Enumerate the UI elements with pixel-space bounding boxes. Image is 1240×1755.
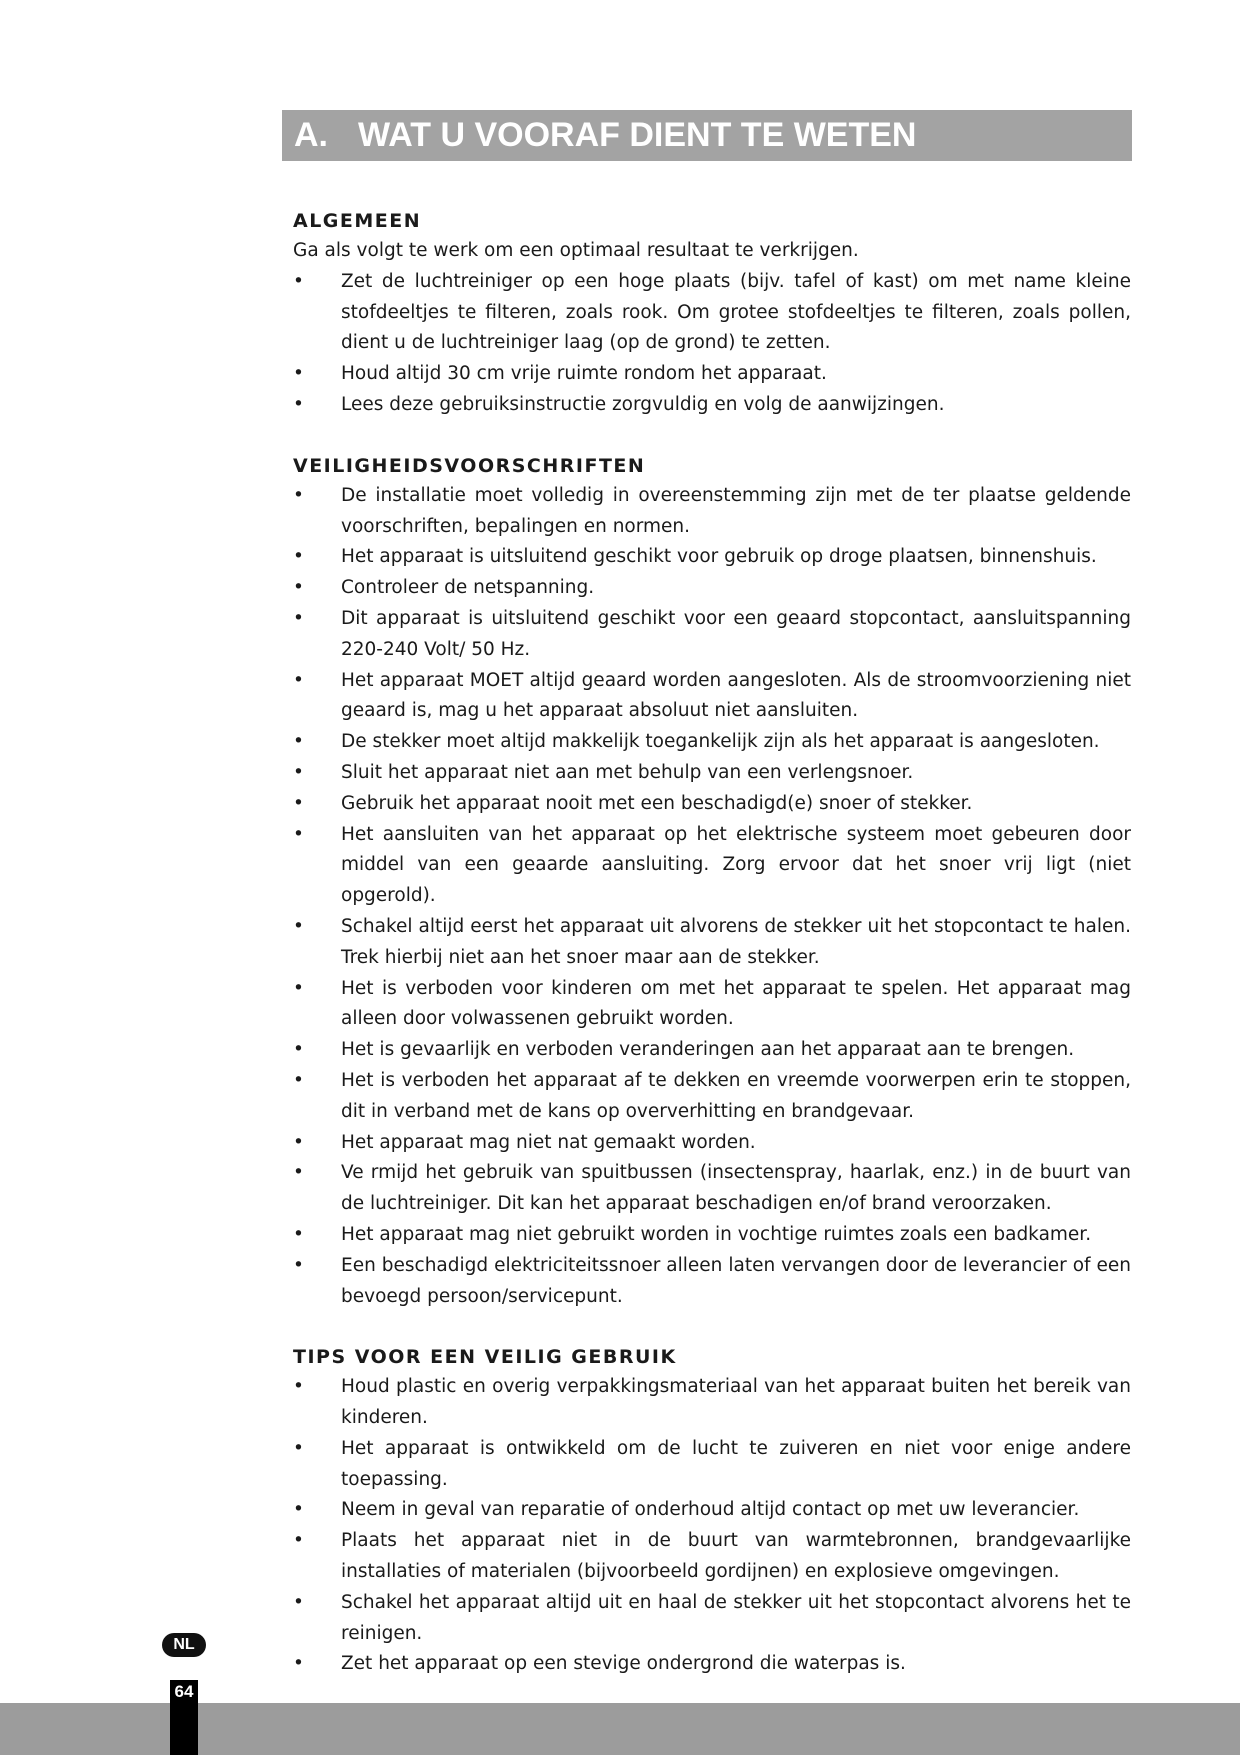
bullet-icon: • [293,1499,304,1521]
section-veiligheidsvoorschriften [293,451,1131,1313]
list-item: • Het apparaat mag niet nat gemaakt worden. [293,1128,1131,1159]
bullet-icon: • [293,363,304,385]
list-item: • De installatie moet volledig in overeenstemming zijn met de ter plaatse geldende voorschriften, bepalingen en normen. [293,481,1131,543]
section-header [282,110,1132,161]
bullet-list [293,1372,1131,1680]
list-item: • Schakel altijd eerst het apparaat uit alvorens de stekker uit het stopcontact te halen. Trek hierbij niet aan het snoer maar aan de stekker. [293,912,1131,974]
page-title: WAT U VOORAF DIENT TE WETEN [358,116,917,154]
bullet-icon: • [293,731,304,753]
list-item: • Controleer de netspanning. [293,573,1131,604]
bullet-icon: • [293,1131,304,1153]
bullet-icon: • [293,393,304,415]
section-letter: A. [294,116,328,154]
list-item: • De stekker moet altijd makkelijk toegankelijk zijn als het apparaat is aangesloten. [293,727,1131,758]
bullet-icon: • [293,546,304,568]
bullet-icon: • [293,1437,304,1459]
list-item: • Het is verboden het apparaat af te dekken en vreemde voorwerpen erin te stoppen, dit in verband met de kans op oververhitting en brandgevaar. [293,1066,1131,1128]
bullet-icon: • [293,915,304,937]
section-title: ALGEMEEN [293,210,422,232]
language-badge: NL [162,1633,206,1657]
bullet-list [293,267,1131,421]
bullet-list [293,481,1131,1313]
bullet-icon: • [293,607,304,629]
list-item: • Het aansluiten van het apparaat op het elektrische systeem moet gebeuren door middel van een geaarde aansluiting. Zorg ervoor dat het snoer vrij ligt (niet opgerold). [293,820,1131,912]
list-item: • Het apparaat MOET altijd geaard worden aangesloten. Als de stroomvoorziening niet geaard is, mag u het apparaat absoluut niet aansluiten. [293,666,1131,728]
list-item: • Schakel het apparaat altijd uit en haal de stekker uit het stopcontact alvorens het te reinigen. [293,1588,1131,1650]
document-body [293,206,1131,1710]
bullet-icon: • [293,1376,304,1398]
list-item: • Het apparaat is ontwikkeld om de lucht te zuiveren en niet voor enige andere toepassing. [293,1434,1131,1496]
list-item: • Het is gevaarlijk en verboden veranderingen aan het apparaat aan te brengen. [293,1035,1131,1066]
list-item: • Lees deze gebruiksinstructie zorgvuldig en volg de aanwijzingen. [293,390,1131,421]
list-item: • Houd plastic en overig verpakkingsmateriaal van het apparaat buiten het bereik van kinderen. [293,1372,1131,1434]
list-item: • Sluit het apparaat niet aan met behulp van een verlengsnoer. [293,758,1131,789]
bullet-icon: • [293,1069,304,1091]
section-tips [293,1342,1131,1680]
bullet-icon: • [293,1223,304,1245]
bullet-icon: • [293,577,304,599]
list-item: • Zet het apparaat op een stevige ondergrond die waterpas is. [293,1649,1131,1680]
section-intro: Ga als volgt te werk om een optimaal resultaat te verkrijgen. [293,240,859,261]
list-item: • Het apparaat is uitsluitend geschikt voor gebruik op droge plaatsen, binnenshuis. [293,542,1131,573]
bullet-icon: • [293,484,304,506]
bullet-icon: • [293,761,304,783]
bullet-icon: • [293,1254,304,1276]
list-item: • Gebruik het apparaat nooit met een beschadigd(e) snoer of stekker. [293,789,1131,820]
list-item: • Dit apparaat is uitsluitend geschikt voor een geaard stopcontact, aansluitspanning 220-240 Volt/ 50 Hz. [293,604,1131,666]
bullet-icon: • [293,1162,304,1184]
section-algemeen [293,206,1131,421]
list-item: • Een beschadigd elektriciteitssnoer alleen laten vervangen door de leverancier of een bevoegd persoon/servicepunt. [293,1251,1131,1313]
bullet-icon: • [293,977,304,999]
list-item: • Houd altijd 30 cm vrije ruimte rondom het apparaat. [293,359,1131,390]
list-item: • Plaats het apparaat niet in de buurt van warmtebronnen, brandgevaarlijke installaties of materialen (bijvoorbeeld gordijnen) en explosieve omgevingen. [293,1526,1131,1588]
list-item: • Het is verboden voor kinderen om met het apparaat te spelen. Het apparaat mag alleen door volwassenen gebruikt worden. [293,974,1131,1036]
bullet-icon: • [293,669,304,691]
list-item: • Het apparaat mag niet gebruikt worden in vochtige ruimtes zoals een badkamer. [293,1220,1131,1251]
list-item: • Zet de luchtreiniger op een hoge plaats (bijv. tafel of kast) om met name kleine stofdeeltjes te filteren, zoals rook. Om grotee stofdeeltjes te filteren, zoals pollen, dient u de luchtreiniger laag (op de grond) te zetten. [293,267,1131,359]
section-title: VEILIGHEIDSVOORSCHRIFTEN [293,454,646,477]
bullet-icon: • [293,823,304,845]
page-number: 64 [170,1680,198,1755]
bullet-icon: • [293,1530,304,1552]
bullet-icon: • [293,1653,304,1675]
list-item: • Neem in geval van reparatie of onderhoud altijd contact op met uw leverancier. [293,1495,1131,1526]
bullet-icon: • [293,1039,304,1061]
bullet-icon: • [293,792,304,814]
section-title: TIPS VOOR EEN VEILIG GEBRUIK [293,1346,677,1369]
bullet-icon: • [293,1591,304,1613]
list-item: • Ve rmijd het gebruik van spuitbussen (insectenspray, haarlak, enz.) in de buurt van de luchtreiniger. Dit kan het apparaat beschadigen en/of brand veroorzaken. [293,1158,1131,1220]
bullet-icon: • [293,270,304,292]
